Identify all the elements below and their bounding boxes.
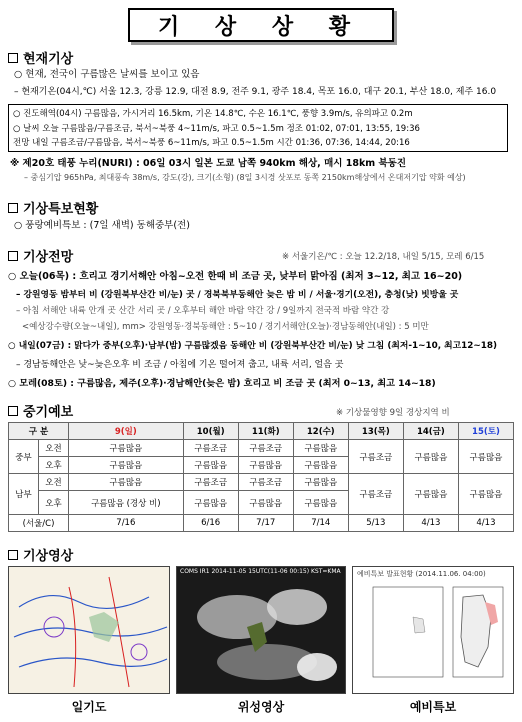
sea-line-1: ○ 진도해역(04시) 구름많음, 가시거리 16.5km, 기온 14.8℃, 수온 16.1℃, 풍향 3.9m/s, 유의파고 0.2m — [13, 109, 413, 119]
outlook-tomorrow-2: – 경남동해안은 낮~늦은오후 비 조금 / 아침에 기온 떨어져 춥고, 내륙 서리, 얼음 곳 — [16, 360, 344, 370]
temp-cell: 4/13 — [403, 515, 458, 532]
caption-satellite: 위성영상 — [237, 700, 285, 714]
forecast-cell: 구름조금 — [183, 474, 238, 491]
section-current-title: 현재기상 — [23, 52, 74, 67]
header-cell: 구 분 — [9, 423, 69, 440]
table-row — [9, 474, 514, 491]
section-midterm-title: 중기예보 — [23, 405, 74, 420]
midterm-table — [8, 422, 514, 532]
weather-chart-image[interactable] — [8, 566, 170, 694]
outlook-today-2: – 강원영동 밤부터 비 (강원북부산간 비/눈) 곳 / 경북북부동해안 늦은 밤 비 / 서울·경기(오전), 충청(낮) 빗방울 곳 — [16, 290, 459, 300]
satellite-image[interactable] — [176, 566, 346, 694]
header-cell: 14(금) — [403, 423, 458, 440]
section-images — [8, 545, 73, 564]
header-cell: 11(화) — [238, 423, 293, 440]
warning-stamp: 예비특보 발표현황 (2014.11.06. 04:00) — [357, 570, 486, 578]
temp-label-cell: (서울/C) — [9, 515, 69, 532]
forecast-cell: 구름많음 — [403, 474, 458, 515]
temp-cell: 7/17 — [238, 515, 293, 532]
warning-map-icon — [353, 567, 514, 694]
forecast-cell: 구름조금 — [183, 440, 238, 457]
outlook-today-4: <예상강수량(오늘~내일), mm> 강원영동·경북동해안 : 5~10 / 경기서해안(오늘)·경남동해안(내일) : 5 미만 — [22, 322, 429, 332]
outlook-today-3: – 아침 서해안 내륙 안개 곳 산간 서리 곳 / 오후부터 해안 바람 약간 강 / 9일까지 전국적 바람 약간 강 — [16, 306, 390, 316]
header-cell: 10(월) — [183, 423, 238, 440]
temp-cell: 7/16 — [69, 515, 184, 532]
warning-map-image[interactable] — [352, 566, 514, 694]
midterm-note: ※ 기상물영향 9일 경상지역 비 — [336, 408, 450, 418]
forecast-cell: 구름많음 — [458, 474, 513, 515]
time-cell: 오후 — [39, 491, 69, 515]
caption-warning: 예비특보 — [409, 700, 457, 714]
special-line-1: ○ 풍랑예비특보 : (7일 새벽) 동해중부(전) — [14, 220, 190, 231]
forecast-cell: 구름많음 — [293, 457, 348, 474]
forecast-cell: 구름많음 — [403, 440, 458, 474]
square-bullet-icon — [8, 550, 18, 560]
section-special — [8, 198, 98, 217]
square-bullet-icon — [8, 251, 18, 261]
weather-chart-map-icon — [9, 567, 170, 694]
forecast-cell: 구름많음 — [183, 491, 238, 515]
region-cell: 중부 — [9, 440, 39, 474]
temp-cell: 5/13 — [348, 515, 403, 532]
forecast-cell: 구름많음 — [293, 491, 348, 515]
forecast-cell: 구름많음 — [69, 457, 184, 474]
satellite-stamp: COMS IR1 2014-11-05 15UTC(11-06 00:15) KST=KMA — [180, 568, 341, 575]
outlook-today: ○ 오늘(06목) : 흐리고 경기서해안 아침~오전 한때 비 조금 곳, 낮부터 맑아짐 (최저 3~12, 최고 16~20) — [8, 271, 463, 282]
forecast-cell: 구름많음 (경상 비) — [69, 491, 184, 515]
temp-cell: 6/16 — [183, 515, 238, 532]
header-cell: 12(수) — [293, 423, 348, 440]
square-bullet-icon — [8, 53, 18, 63]
typhoon-detail: – 중심기압 965hPa, 최대풍속 38m/s, 강도(강), 크기(소형) (8일 3시경 삿포로 동쪽 2150km해상에서 온대저기압 약화 예상) — [24, 173, 466, 182]
current-line-2: – 현재기온(04시,℃) 서울 12.3, 강릉 12.9, 대전 8.9, 전주 9.1, 광주 18.4, 목포 16.0, 대구 20.1, 부산 18.0, 제주 16.0 — [14, 87, 497, 97]
forecast-cell: 구름많음 — [183, 457, 238, 474]
temp-cell: 4/13 — [458, 515, 513, 532]
time-cell: 오전 — [39, 440, 69, 457]
page-title: 기 상 상 황 — [128, 8, 394, 42]
table-row — [9, 515, 514, 532]
outlook-dayafter: ○ 모레(08토) : 구름많음, 제주(오후)·경남해안(늦은 밤) 흐리고 비 조금 곳 (최저 0~13, 최고 14~18) — [8, 378, 436, 389]
section-images-title: 기상영상 — [23, 549, 74, 564]
forecast-cell: 구름조금 — [238, 474, 293, 491]
forecast-cell: 구름많음 — [293, 440, 348, 457]
caption-weather-chart: 일기도 — [71, 700, 107, 714]
sea-line-3: 전망 내일 구름조금/구름많음, 북서~북풍 6~11m/s, 파고 0.5~1.5m 시간 01:36, 07:36, 14:44, 20:16 — [13, 138, 410, 148]
temp-cell: 7/14 — [293, 515, 348, 532]
forecast-cell: 구름조금 — [348, 440, 403, 474]
current-line-1: ○ 현재, 전국이 구름많은 날씨를 보이고 있음 — [14, 69, 200, 80]
header-cell: 15(토) — [458, 423, 513, 440]
forecast-cell: 구름많음 — [458, 440, 513, 474]
section-special-title: 기상특보현황 — [23, 202, 99, 217]
forecast-cell: 구름많음 — [238, 457, 293, 474]
forecast-cell: 구름많음 — [238, 491, 293, 515]
section-outlook-title: 기상전망 — [23, 250, 74, 265]
table-row — [9, 440, 514, 457]
section-outlook — [8, 246, 73, 265]
square-bullet-icon — [8, 203, 18, 213]
time-cell: 오전 — [39, 474, 69, 491]
sea-line-2: ○ 날씨 오늘 구름많음/구름조금, 북서~북풍 4~11m/s, 파고 0.5~1.5m 정조 01:02, 07:01, 13:55, 19:36 — [13, 124, 420, 134]
forecast-cell: 구름조금 — [348, 474, 403, 515]
square-bullet-icon — [8, 406, 18, 416]
header-cell: 13(목) — [348, 423, 403, 440]
outlook-tomorrow: ○ 내일(07금) : 맑다가 중부(오후)·남부(밤) 구름많겠음 동해안 비 (강원북부산간 비/눈) 낮 그침 (최저-1~10, 최고12~18) — [8, 341, 498, 351]
section-midterm — [8, 401, 73, 420]
forecast-cell: 구름많음 — [293, 474, 348, 491]
forecast-cell: 구름조금 — [238, 440, 293, 457]
typhoon-line: ※ 제20호 태풍 누리(NURI) : 06일 03시 일본 도쿄 남쪽 940km 해상, 매시 18km 북동진 — [10, 158, 407, 169]
satellite-cloud-icon — [177, 567, 346, 694]
seoul-temp-note: ※ 서울기온/℃ : 오늘 12.2/18, 내일 5/15, 모레 6/15 — [282, 252, 485, 262]
forecast-cell: 구름많음 — [69, 474, 184, 491]
table-header-row — [9, 423, 514, 440]
sea-info-box — [8, 104, 508, 152]
region-cell: 남부 — [9, 474, 39, 515]
section-current — [8, 48, 73, 67]
header-cell: 9(일) — [69, 423, 184, 440]
forecast-cell: 구름많음 — [69, 440, 184, 457]
time-cell: 오후 — [39, 457, 69, 474]
